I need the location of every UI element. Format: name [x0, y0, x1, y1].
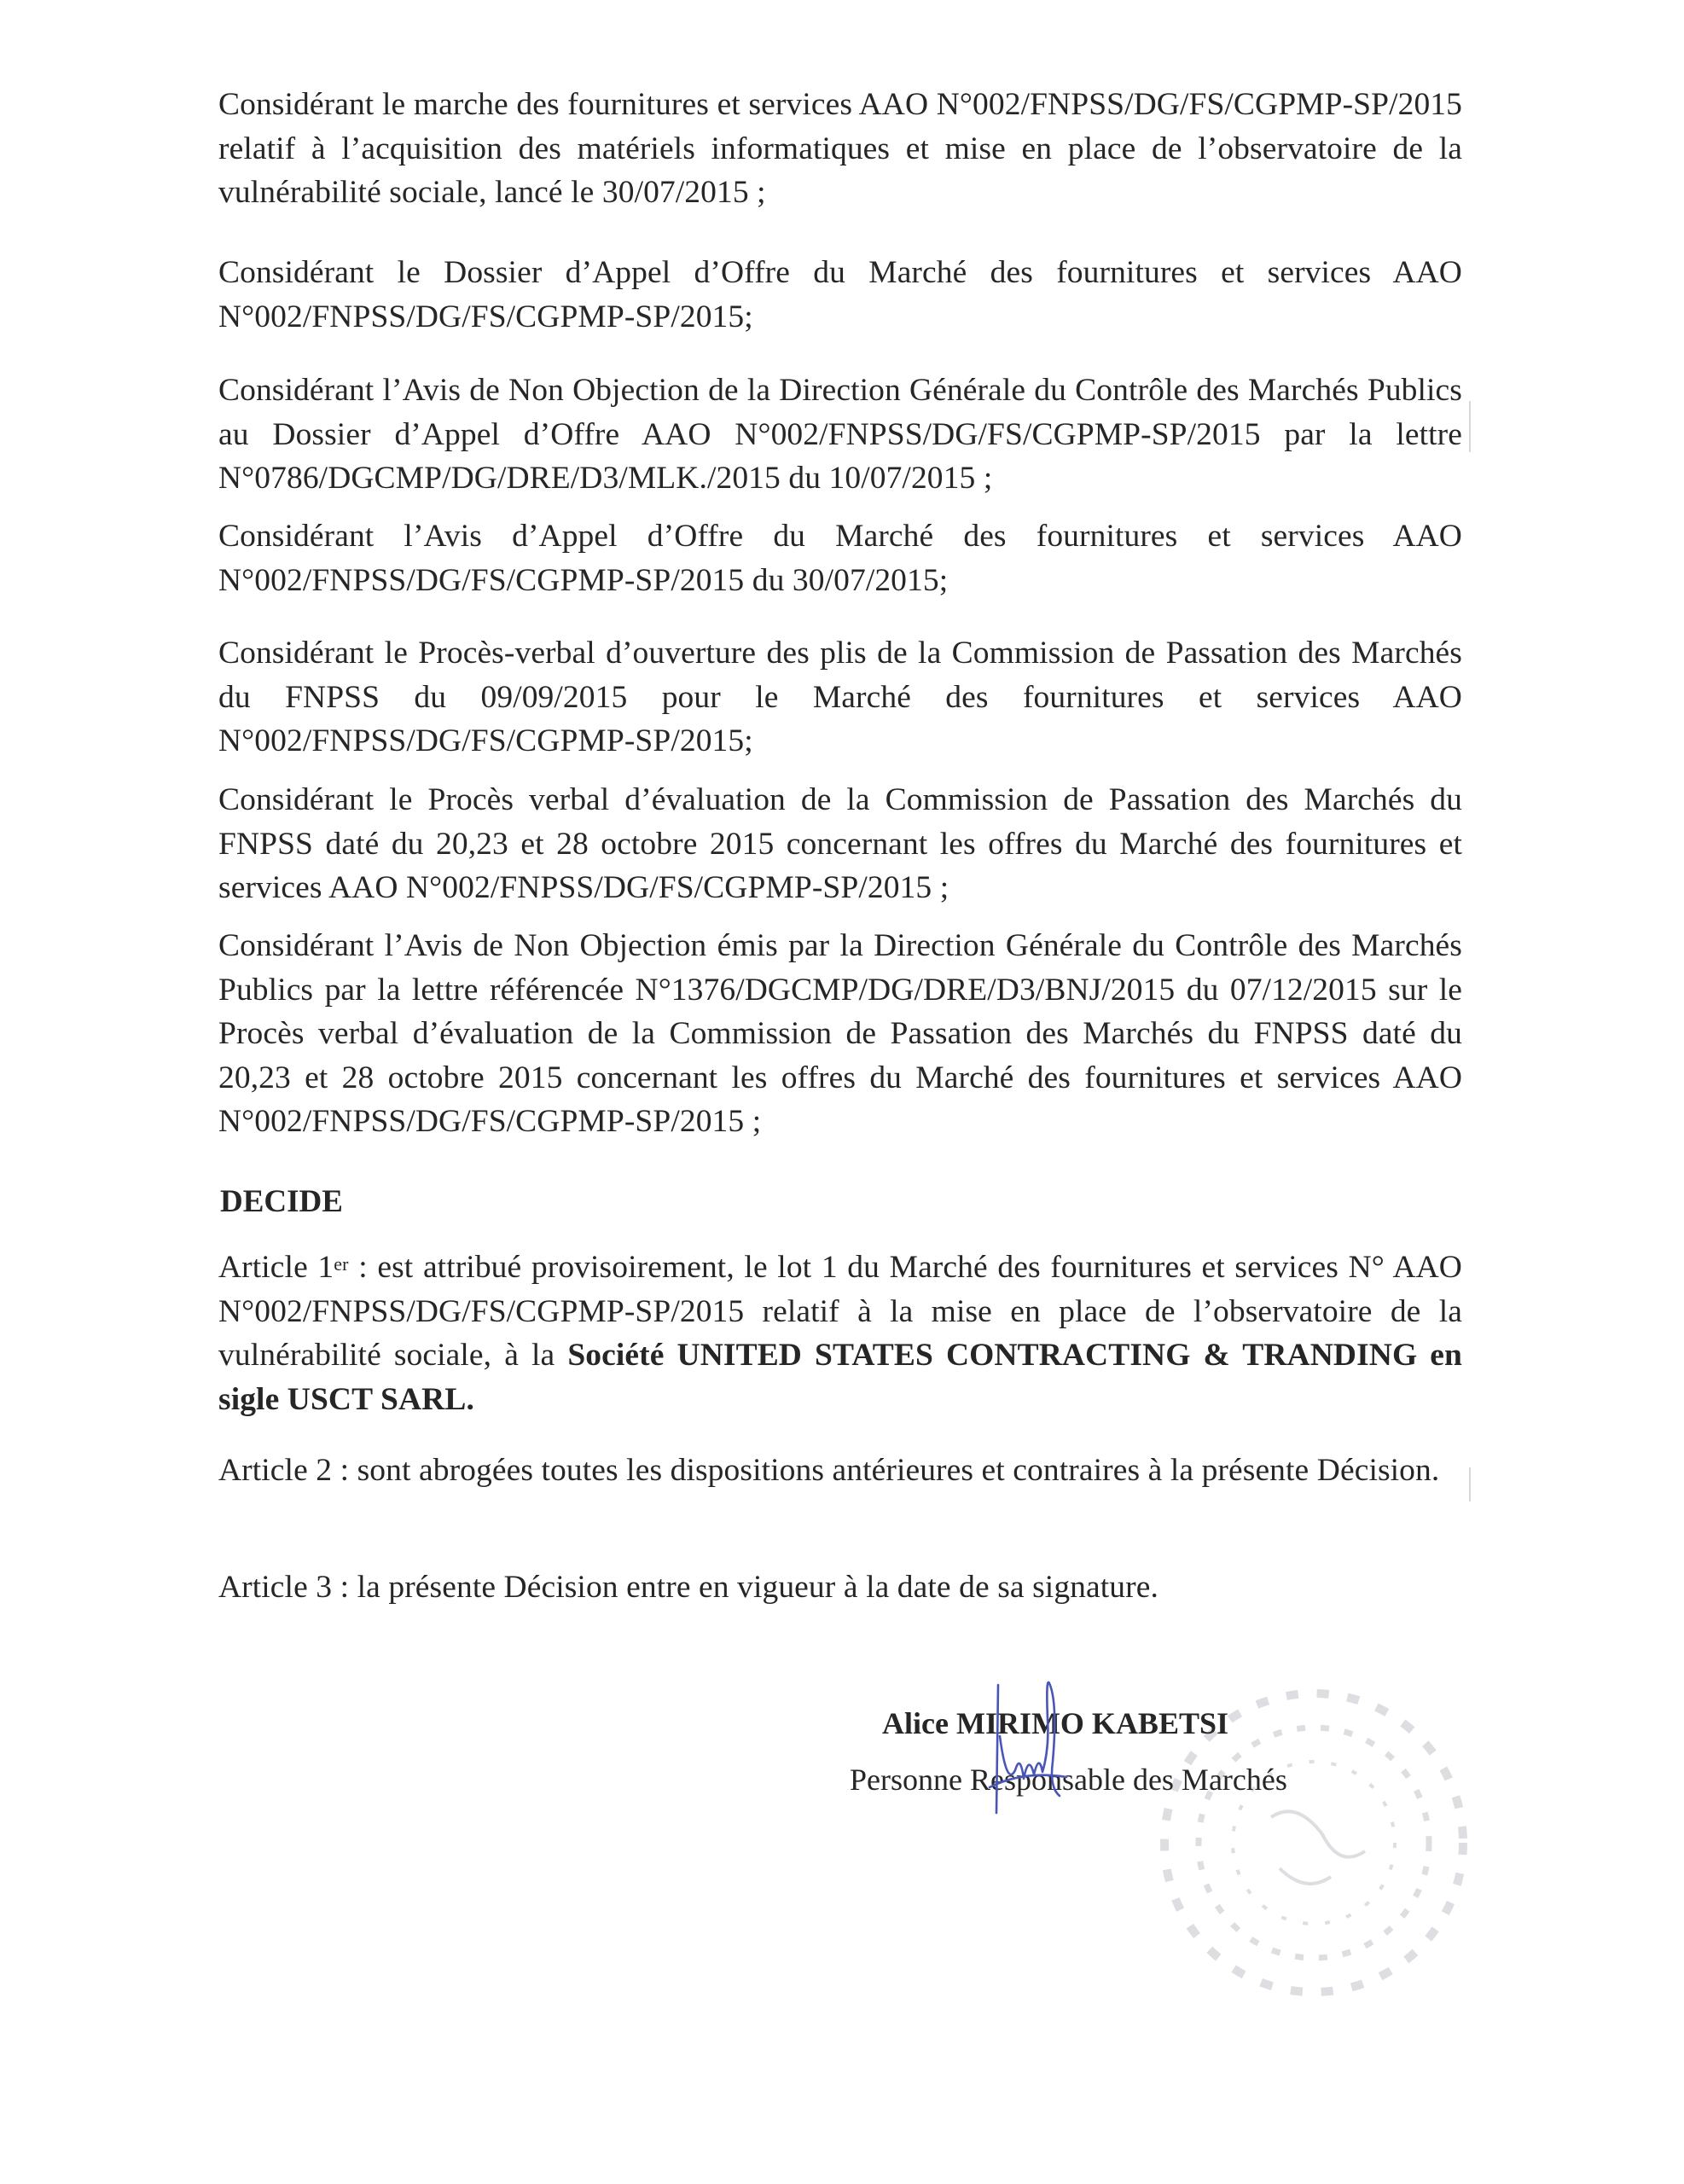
article-1-ordinal: er: [334, 1253, 349, 1275]
handwritten-signature: [964, 1668, 1075, 1821]
paragraph-considerant-7: Considérant l’Avis de Non Objection émis par la Direction Générale du Contrôle des Marchés Publics par la lettre référencée N°1376/DGCMP/DG/DRE/D3/BNJ/2015 du 07/12/2015 sur le Procès verbal d’évaluation de la Commission de Passation des Marchés du FNPSS daté du 20,23 et 28 octobre 2015 concernant les offres du Marché des fournitures et services AAO N°002/FNPSS/DG/FS/CGPMP-SP/2015 ;: [218, 928, 1462, 1139]
paragraph-considerant-6: Considérant le Procès verbal d’évaluation de la Commission de Passation des Marchés du FNPSS daté du 20,23 et 28 octobre 2015 concernant les offres du Marché des fournitures et services AAO N°002/FNPSS/DG/FS/CGPMP-SP/2015 ;: [218, 782, 1462, 905]
decide-heading: DECIDE: [220, 1184, 343, 1219]
article-3: Article 3 : la présente Décision entre en vigueur à la date de sa signature.: [218, 1570, 1158, 1605]
signatory-title: Personne Responsable des Marchés: [850, 1763, 1287, 1797]
scan-artifact: [1469, 1467, 1471, 1502]
signatory-name: Alice MIRIMO KABETSI: [882, 1706, 1229, 1740]
paragraph-considerant-4: Considérant l’Avis d’Appel d’Offre du Marché des fournitures et services AAO N°002/FNPSS/DG/FS/CGPMP-SP/2015 du 30/07/2015;: [218, 519, 1462, 598]
article-1-awardee: Société UNITED STATES CONTRACTING & TRANDING en sigle USCT SARL.: [218, 1338, 1462, 1417]
article-2: Article 2 : sont abrogées toutes les dispositions antérieures et contraires à la présente Décision.: [218, 1453, 1440, 1488]
paragraph-considerant-1: Considérant le marche des fournitures et services AAO N°002/FNPSS/DG/FS/CGPMP-SP/2015 relatif à l’acquisition des matériels informatiques et mise en place de l’observatoire de la vulnérabilité sociale, lancé le 30/07/2015 ;: [218, 87, 1462, 210]
paragraph-considerant-3: Considérant l’Avis de Non Objection de la Direction Générale du Contrôle des Marchés Publics au Dossier d’Appel d’Offre AAO N°002/FNPSS/DG/FS/CGPMP-SP/2015 par la lettre N°0786/DGCMP/DG/DRE/D3/MLK./2015 du 10/07/2015 ;: [218, 373, 1462, 496]
scan-artifact: [1469, 401, 1471, 452]
paragraph-considerant-5: Considérant le Procès-verbal d’ouverture des plis de la Commission de Passation des Marchés du FNPSS du 09/09/2015 pour le Marché des fournitures et services AAO N°002/FNPSS/DG/FS/CGPMP-SP/2015;: [218, 636, 1462, 758]
paragraph-considerant-2: Considérant le Dossier d’Appel d’Offre du Marché des fournitures et services AAO N°002/FNPSS/DG/FS/CGPMP-SP/2015;: [218, 255, 1462, 334]
article-1-text: : est attribué provisoirement, le lot 1 du Marché des fournitures et services N° AAO N°002/FNPSS/DG/FS/CGPMP-SP/2015 relatif à la mise en place de l’observatoire de la vulnérabilité sociale, à la: [218, 1250, 1462, 1373]
article-1-label: Article 1: [218, 1250, 334, 1285]
article-1: [218, 1246, 1462, 1421]
